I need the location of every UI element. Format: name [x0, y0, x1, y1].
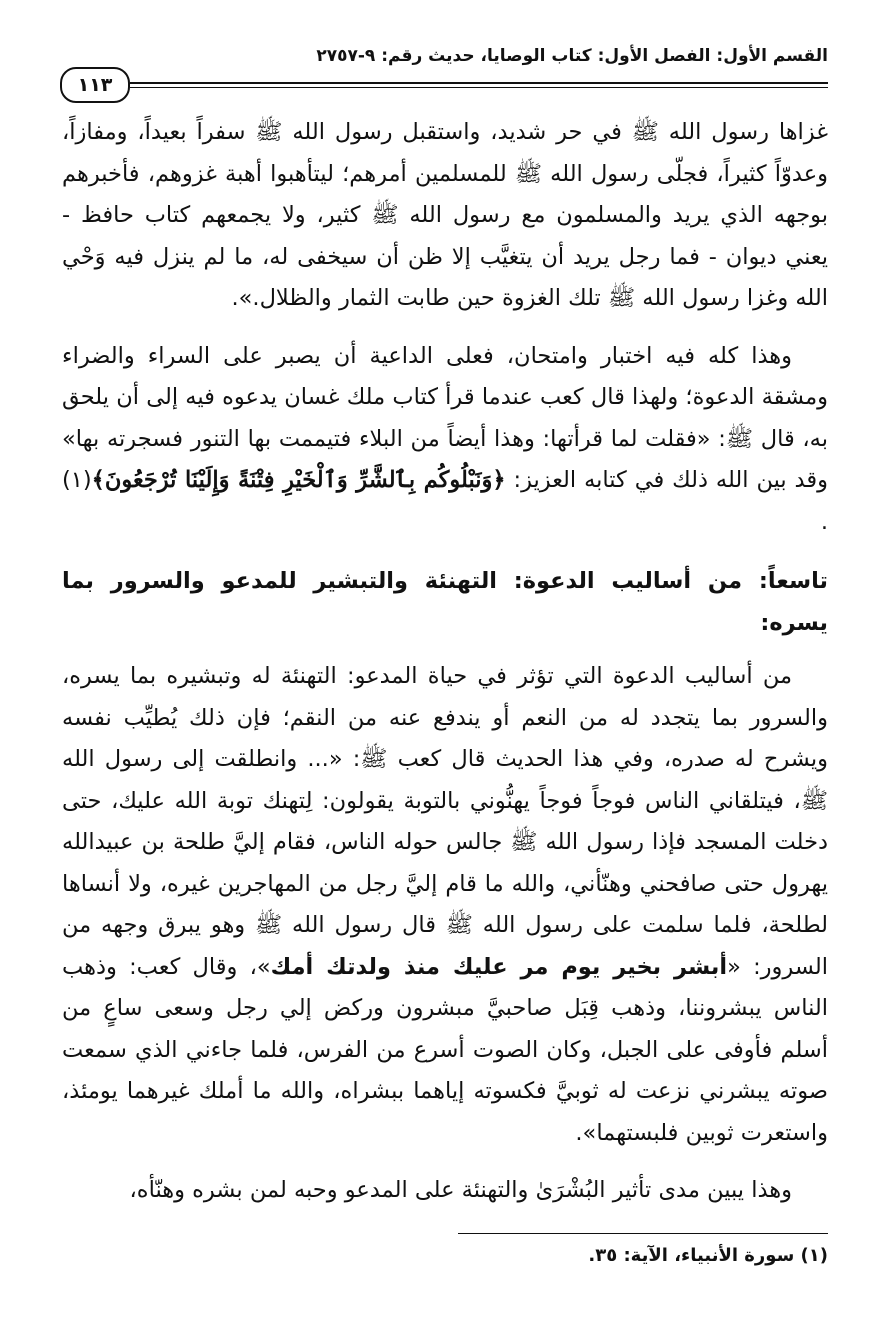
running-header-title: القسم الأول: الفصل الأول: كتاب الوصايا، حديث رقم: ٩-٢٧٥٧ [316, 46, 828, 66]
paragraph-2-text: وهذا كله فيه اختبار وامتحان، فعلى الداعية أن يصبر على السراء والضراء ومشقة الدعوة؛ ولهذا قال كعب عندما قرأ كتاب ملك غسان يدعوه فيه إلى أن يلحق به، قال ﷺ: «فقلت لما قرأتها: وهذا أيضاً من البلاء فتيممت بها التنور فسجرته بها» وقد بين الله ذلك في كتابه العزيز: [62, 342, 828, 493]
hadith-bold-quote: أبشر بخير يوم مر عليك منذ ولدتك أمك [270, 953, 728, 980]
footnote-ref: (١) . [62, 467, 828, 535]
section-heading: تاسعاً: من أساليب الدعوة: التهنئة والتبشير للمدعو والسرور بما يسره: [62, 568, 828, 636]
paragraph-3-text: من أساليب الدعوة التي تؤثر في حياة المدعو: التهنئة له وتبشيره بما يسره، والسرور بما يتجدد له من النعم أو يندفع عنه من النقم؛ فإن ذلك يُطيِّب نفسه ويشرح له صدره، وفي هذا الحديث قال كعب ﷺ: «... وانطلقت إلى رسول الله ﷺ، فيتلقاني الناس فوجاً فوجاً يهنُّوني بالتوبة يقولون: لِتهنك توبة الله عليك، حتى دخلت المسجد فإذا رسول الله ﷺ جالس حوله الناس، فقام إليَّ طلحة بن عبيدالله يهرول حتى صافحني وهنّأني، والله ما قام إليَّ رجل من المهاجرين غيره، ولا أنساها لطلحة، فلما سلمت على رسول الله ﷺ قال رسول الله ﷺ وهو يبرق وجهه من السرور: « [62, 663, 828, 980]
header-rule-thin [130, 87, 828, 88]
paragraph-2 [62, 336, 828, 544]
paragraph-3 [62, 656, 828, 1154]
main-text [62, 112, 828, 1212]
header-rule [130, 82, 828, 84]
quran-verse: ﴿وَنَبْلُوكُم بِٱلشَّرِّ وَٱلْخَيْرِ فِتْنَةً وَإِلَيْنَا تُرْجَعُونَ﴾ [91, 467, 506, 493]
page-number: ١١٣ [60, 67, 130, 103]
paragraph-4: وهذا يبين مدى تأثير البُشْرَىٰ والتهنئة على المدعو وحبه لمن بشره وهنّأه، [129, 1177, 792, 1203]
paragraph-3-continued: »، وقال كعب: وذهب الناس يبشروننا، وذهب قِبَل صاحبيَّ مبشرون وركض إلي رجل وسعى ساعٍ من أسلم فأوفى على الجبل، وكان الصوت أسرع من الفرس، فلما جاءني الذي سمعت صوته يبشرني نزعت له ثوبيَّ فكسوته إياهما ببشراه، والله ما أملك غيرهما يومئذ، واستعرت ثوبين فلبستهما». [62, 953, 828, 1146]
footnote-rule [458, 1233, 828, 1234]
paragraph-1: غزاها رسول الله ﷺ في حر شديد، واستقبل رسول الله ﷺ سفراً بعيداً، ومفازاً، وعدوّاً كثيراً، فجلّى رسول الله ﷺ للمسلمين أمرهم؛ ليتأهبوا أهبة غزوهم، فأخبرهم بوجهه الذي يريد والمسلمون مع رسول الله ﷺ كثير، ولا يجمعهم كتاب حافظ - يعني ديوان - فما رجل يريد أن يتغيَّب إلا ظن أن سيخفى له، ما لم ينزل فيه وَحْي الله وغزا رسول الله ﷺ تلك الغزوة حين طابت الثمار والظلال.». [62, 119, 828, 311]
footnote: (١) سورة الأنبياء، الآية: ٣٥. [588, 1245, 828, 1266]
